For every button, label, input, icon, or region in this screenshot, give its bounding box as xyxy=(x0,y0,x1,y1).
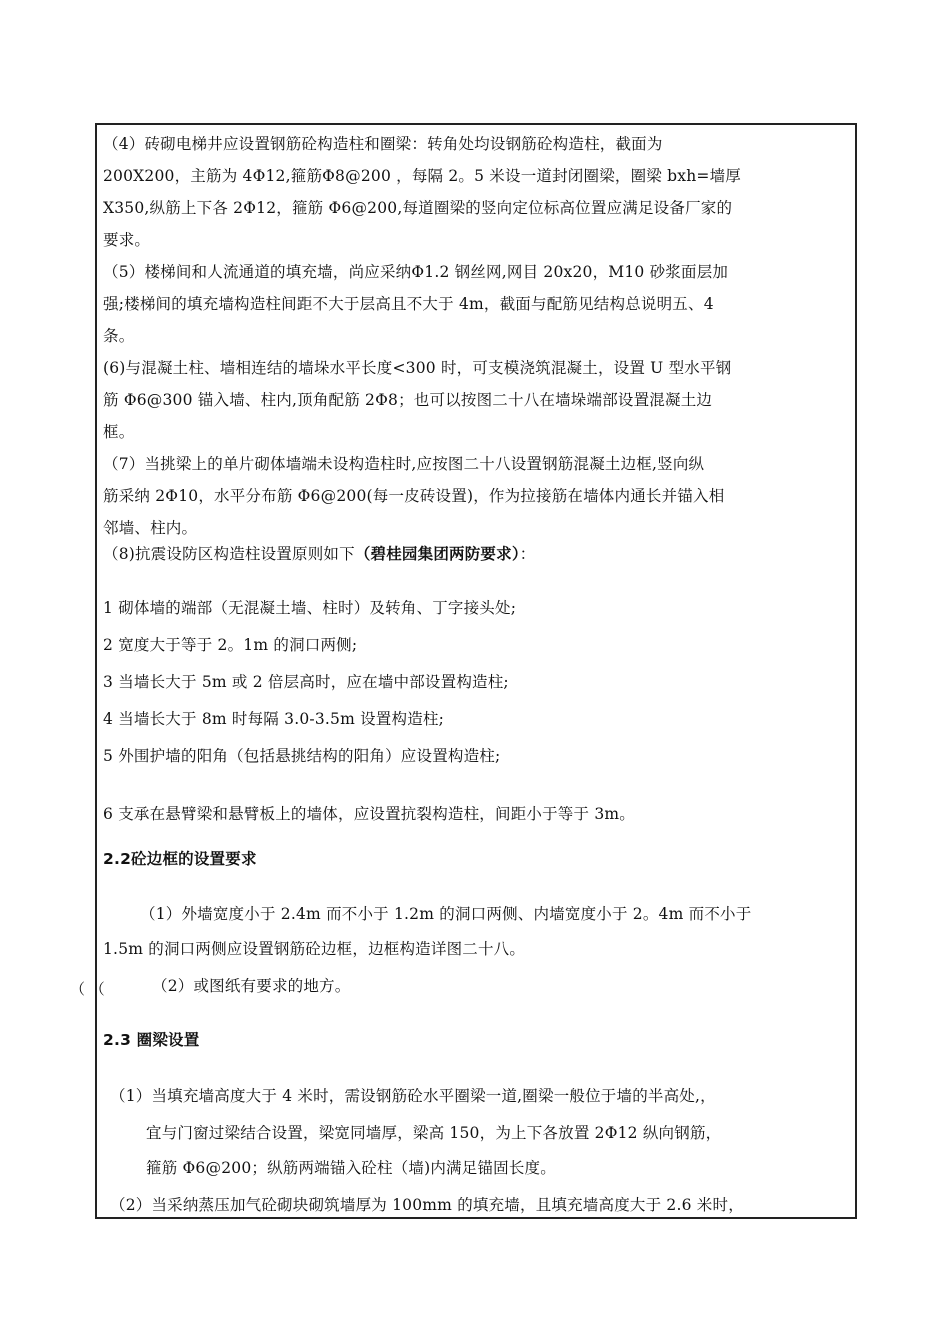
section-heading-2-2: 2.2砼边框的设置要求 xyxy=(103,850,257,868)
text-line: 筋采纳 2Φ10，水平分布筋 Φ6@200(每一皮砖设置)，作为拉接筋在墙体内通长并锚入相 xyxy=(103,487,725,505)
rule-item: 4 当墙长大于 8m 时每隔 3.0-3.5m 设置构造柱; xyxy=(103,710,445,728)
item-8-line xyxy=(103,546,535,563)
rule-item: 3 当墙长大于 5m 或 2 倍层高时，应在墙中部设置构造柱; xyxy=(103,673,509,691)
paragraph-line: （2）当采纳蒸压加气砼砌块砌筑墙厚为 100mm 的填充墙，且填充墙高度大于 2.6 米时， xyxy=(110,1196,744,1214)
text-line: (6)与混凝土柱、墙相连结的墙垛水平长度<300 时，可支模浇筑混凝土，设置 U 型水平钢 xyxy=(103,359,732,377)
text-line: 框。 xyxy=(103,423,135,441)
text-line: （4）砖砌电梯井应设置钢筋砼构造柱和圈梁：转角处均设钢筋砼构造柱，截面为 xyxy=(103,135,663,153)
rule-item: 6 支承在悬臂梁和悬臂板上的墙体，应设置抗裂构造柱，间距小于等于 3m。 xyxy=(103,805,635,823)
paragraph-line: （1）外墙宽度小于 2.4m 而不小于 1.2m 的洞口两侧、内墙宽度小于 2。4m 而不小于 xyxy=(140,905,752,923)
page-border-frame xyxy=(95,123,857,1219)
text-line: （7）当挑梁上的单片砌体墙端未设构造柱时,应按图二十八设置钢筋混凝土边框,竖向纵 xyxy=(103,455,705,473)
paragraph-line: 宜与门窗过梁结合设置，梁宽同墙厚，梁高 150，为上下各放置 2Φ12 纵向钢筋， xyxy=(146,1124,722,1142)
paragraph-line: （2）或图纸有要求的地方。 xyxy=(152,977,351,995)
text-line: 要求。 xyxy=(103,231,151,249)
item-8-colon: ： xyxy=(519,545,536,563)
text-line: （5）楼梯间和人流通道的填充墙，尚应采纳Φ1.2 钢丝网,网目 20x20，M10 砂浆面层加 xyxy=(103,263,729,281)
text-line: 条。 xyxy=(103,327,135,345)
text-line: 邻墙、柱内。 xyxy=(103,519,198,537)
rule-item: 2 宽度大于等于 2。1m 的洞口两侧; xyxy=(103,636,358,654)
item-8-emphasis: （碧桂园集团两防要求） xyxy=(354,545,520,563)
paragraph-line: （1）当填充墙高度大于 4 米时，需设钢筋砼水平圈梁一道,圈梁一般位于墙的半高处,， xyxy=(110,1087,716,1105)
text-line: 强;楼梯间的填充墙构造柱间距不大于层高且不大于 4m，截面与配筋见结构总说明五、4 xyxy=(103,295,714,313)
paragraph-line: 箍筋 Φ6@200；纵筋两端锚入砼柱（墙)内满足锚固长度。 xyxy=(146,1159,556,1177)
text-line: X350,纵筋上下各 2Φ12，箍筋 Φ6@200,每道圈梁的竖向定位标高位置应满足设备厂家的 xyxy=(103,199,733,217)
item-8-text: （8)抗震设防区构造柱设置原则如下 xyxy=(103,545,355,563)
section-heading-2-3: 2.3 圈梁设置 xyxy=(103,1031,200,1049)
stray-bracket-mark: （ （ xyxy=(70,980,105,998)
rule-item: 5 外围护墙的阳角（包括悬挑结构的阳角）应设置构造柱; xyxy=(103,747,501,765)
text-line: 筋 Φ6@300 锚入墙、柱内,顶角配筋 2Φ8；也可以按图二十八在墙垛端部设置混凝土边 xyxy=(103,391,713,409)
paragraph-line: 1.5m 的洞口两侧应设置钢筋砼边框，边框构造详图二十八。 xyxy=(103,940,526,958)
rule-item: 1 砌体墙的端部（无混凝土墙、柱时）及转角、丁字接头处; xyxy=(103,599,517,617)
text-line: 200X200，主筋为 4Φ12,箍筋Φ8@200 ，每隔 2。5 米设一道封闭圈梁，圈梁 bxh=墙厚 xyxy=(103,167,741,185)
